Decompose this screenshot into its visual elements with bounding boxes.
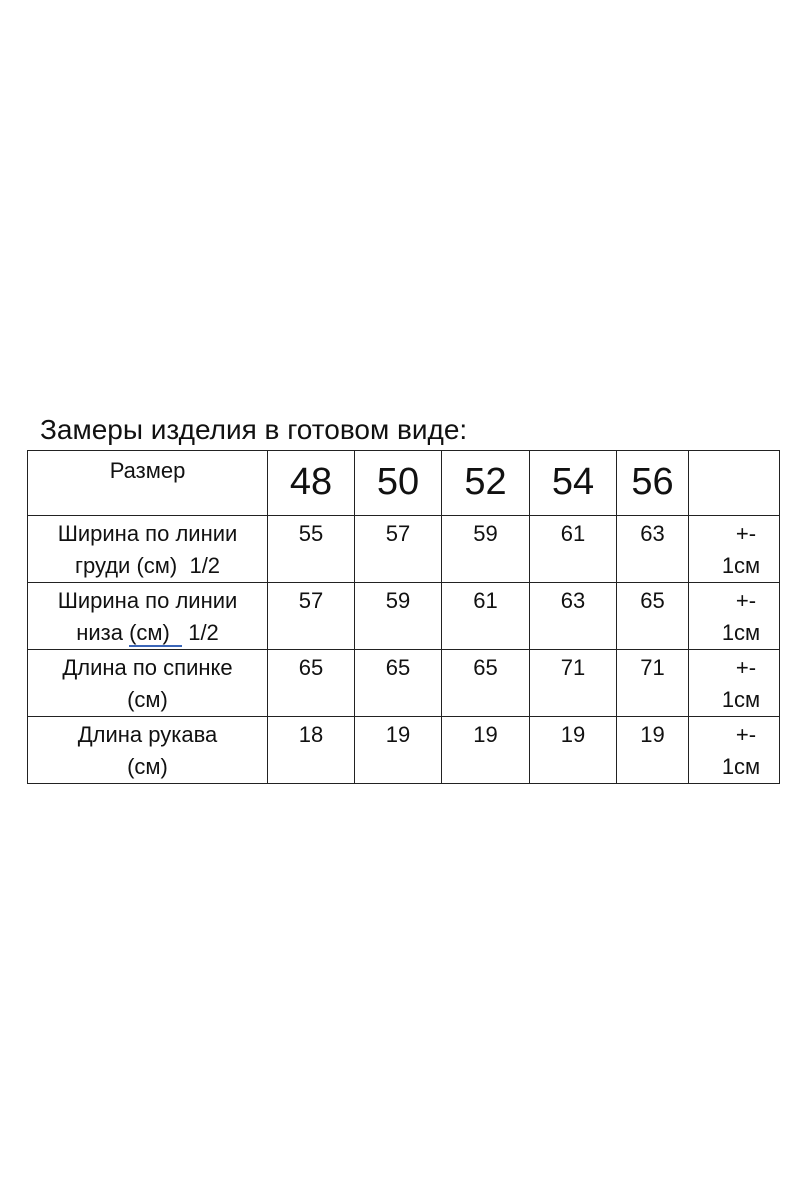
cell-value: 19 [560, 722, 586, 747]
cell-value: 59 [385, 588, 411, 613]
row-label-cell [28, 583, 268, 650]
document-title: Замеры изделия в готовом виде: [40, 414, 468, 445]
table-cell [530, 516, 617, 583]
cell-value: 59 [473, 521, 498, 546]
header-label: Размер [109, 458, 186, 483]
row-label-line [28, 617, 267, 649]
tolerance-sign: +- [735, 655, 757, 680]
table-row [28, 650, 780, 717]
table-cell [617, 516, 689, 583]
table-cell [530, 650, 617, 717]
table-cell [355, 717, 442, 784]
table-cell [530, 583, 617, 650]
cell-value: 63 [640, 521, 665, 546]
row-label-line: (см) [127, 754, 168, 779]
table-cell [442, 516, 530, 583]
header-label-cell [28, 451, 268, 516]
tolerance-sign: +- [735, 588, 757, 613]
table-cell [268, 516, 355, 583]
cell-value: 65 [385, 655, 411, 680]
tolerance-cell [689, 516, 780, 583]
cell-value: 61 [473, 588, 498, 613]
header-size-cell [530, 451, 617, 516]
cell-value: 63 [560, 588, 586, 613]
header-size-cell [355, 451, 442, 516]
tolerance-value: 1см [721, 553, 761, 578]
table-cell [442, 650, 530, 717]
table-cell [355, 650, 442, 717]
cell-value: 65 [298, 655, 324, 680]
row-label-line: груди (см) 1/2 [74, 553, 221, 578]
table-cell [617, 650, 689, 717]
cell-value: 55 [298, 521, 324, 546]
table-cell [268, 717, 355, 784]
table-cell [268, 650, 355, 717]
header-empty-cell [689, 451, 780, 516]
cell-value: 65 [640, 588, 665, 613]
table-row [28, 717, 780, 784]
table-cell [442, 717, 530, 784]
row-label-underlined-part: (см) [129, 620, 183, 645]
cell-value: 65 [473, 655, 498, 680]
table-cell [530, 717, 617, 784]
tolerance-sign: +- [735, 722, 757, 747]
size-52: 52 [464, 461, 507, 503]
row-label-cell [28, 717, 268, 784]
row-label-line: Ширина по линии [57, 521, 238, 546]
cell-value: 19 [473, 722, 498, 747]
row-label-line: Длина рукава [77, 722, 218, 747]
cell-value: 19 [385, 722, 411, 747]
table-cell [355, 516, 442, 583]
size-table [27, 450, 780, 784]
row-label-part: 1/2 [182, 620, 219, 645]
size-54: 54 [551, 461, 595, 503]
tolerance-cell [689, 583, 780, 650]
cell-value: 71 [560, 655, 586, 680]
header-size-cell [268, 451, 355, 516]
table-row [28, 516, 780, 583]
table-header-row [28, 451, 780, 516]
cell-value: 57 [385, 521, 411, 546]
cell-value: 19 [640, 722, 665, 747]
row-label-cell [28, 650, 268, 717]
table-cell [617, 583, 689, 650]
cell-value: 61 [560, 521, 586, 546]
size-48: 48 [289, 461, 333, 503]
table-cell [268, 583, 355, 650]
cell-value: 71 [640, 655, 665, 680]
header-size-cell [617, 451, 689, 516]
table-cell [442, 583, 530, 650]
table-row [28, 583, 780, 650]
tolerance-value: 1см [721, 754, 761, 779]
row-label-line: Ширина по линии [57, 588, 238, 613]
tolerance-cell [689, 717, 780, 784]
size-50: 50 [376, 461, 420, 503]
cell-value: 57 [298, 588, 324, 613]
header-size-cell [442, 451, 530, 516]
row-label-part: низа [76, 620, 130, 645]
tolerance-cell [689, 650, 780, 717]
cell-value: 18 [298, 722, 324, 747]
tolerance-value: 1см [721, 620, 761, 645]
tolerance-sign: +- [735, 521, 757, 546]
row-label-cell [28, 516, 268, 583]
table-cell [617, 717, 689, 784]
size-56: 56 [631, 461, 674, 503]
tolerance-value: 1см [721, 687, 761, 712]
row-label-line: Длина по спинке [62, 655, 233, 680]
table-cell [355, 583, 442, 650]
row-label-line: (см) [127, 687, 168, 712]
